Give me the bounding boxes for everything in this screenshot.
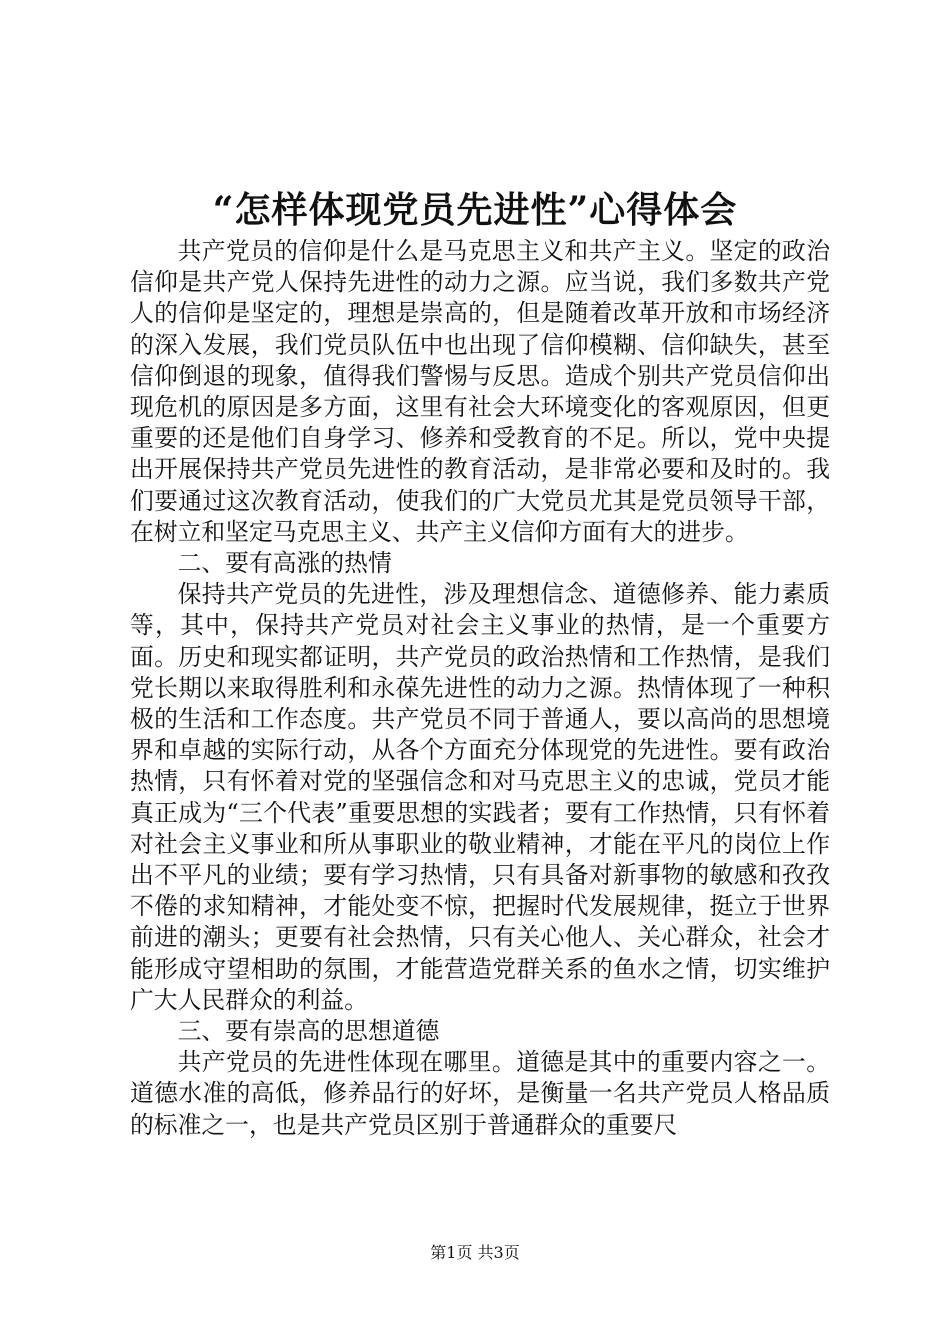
paragraph-belief: 共产党员的信仰是什么是马克思主义和共产主义。坚定的政治信仰是共产党人保持先进性的动力之源。应当说，我们多数共产党人的信仰是坚定的，理想是崇高的，但是随着改革开放和市场经济的深入发展，我们党员队伍中也出现了信仰模糊、信仰缺失，甚至信仰倒退的现象，值得我们警惕与反思。造成个别共产党员信仰出现危机的原因是多方面，这里有社会大环境变化的客观原因，但更重要的还是他们自身学习、修养和受教育的不足。所以，党中央提出开展保持共产党员先进性的教育活动，是非常必要和及时的。我们要通过这次教育活动，使我们的广大党员尤其是党员领导干部，在树立和坚定马克思主义、共产主义信仰方面有大的进步。 xyxy=(130,237,830,546)
section-heading-enthusiasm: 二、要有高涨的热情 xyxy=(177,549,392,578)
paragraph-morality: 共产党员的先进性体现在哪里。道德是其中的重要内容之一。道德水准的高低，修养品行的好坏，是衡量一名共产党员人格品质的标准之一，也是共产党员区别于普通群众的重要尺 xyxy=(130,1048,830,1139)
document-title: “怎样体现党员先进性”心得体会 xyxy=(212,189,738,231)
page-number-footer: 第1页 共3页 xyxy=(430,1243,520,1262)
section-heading-morality: 三、要有崇高的思想道德 xyxy=(177,1017,440,1046)
document-body xyxy=(130,236,830,1141)
paragraph-enthusiasm: 保持共产党员的先进性，涉及理想信念、道德修养、能力素质等，其中，保持共产党员对社会主义事业的热情，是一个重要方面。历史和现实都证明，共产党员的政治热情和工作热情，是我们党长期以来取得胜利和永葆先进性的动力之源。热情体现了一种积极的生活和工作态度。共产党员不同于普通人，要以高尚的思想境界和卓越的实际行动，从各个方面充分体现党的先进性。要有政治热情，只有怀着对党的坚强信念和对马克思主义的忠诚，党员才能真正成为“三个代表”重要思想的实践者；要有工作热情，只有怀着对社会主义事业和所从事职业的敬业精神，才能在平凡的岗位上作出不平凡的业绩；要有学习热情，只有具备对新事物的敏感和孜孜不倦的求知精神，才能处变不惊，把握时代发展规律，挺立于世界前进的潮头；更要有社会热情，只有关心他人、关心群众，社会才能形成守望相助的氛围，才能营造党群关系的鱼水之情，切实维护广大人民群众的利益。 xyxy=(130,580,830,1014)
